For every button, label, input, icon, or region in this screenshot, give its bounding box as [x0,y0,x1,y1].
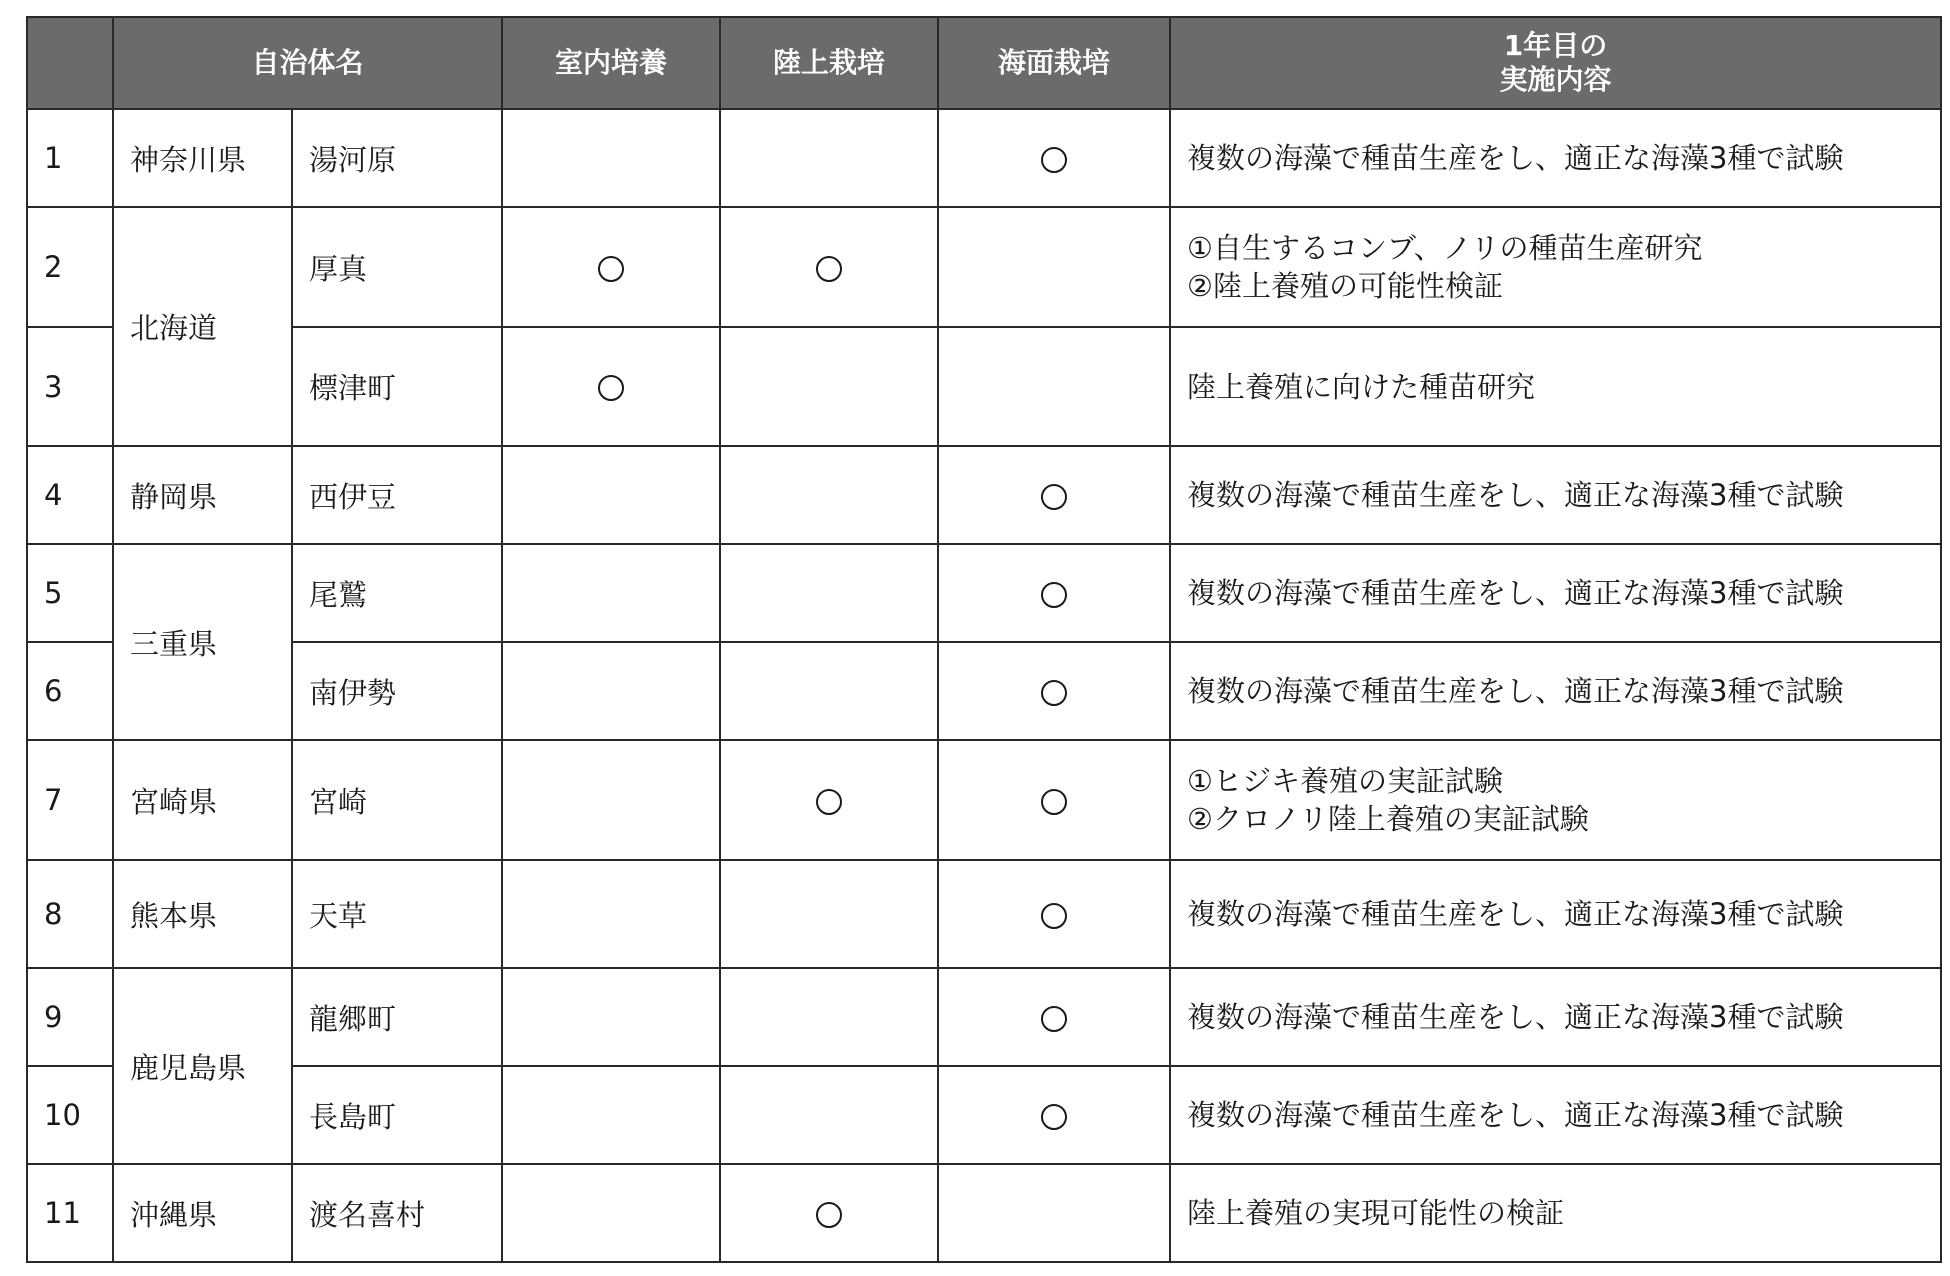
municipality-cell: 湯河原 [292,109,502,207]
circle-mark-icon [1041,903,1067,929]
circle-mark-icon [1041,1104,1067,1130]
circle-mark-icon [1041,1006,1067,1032]
plan-cell [1170,740,1941,860]
municipality-cell: 龍郷町 [292,968,502,1066]
plan-line: ①自生するコンブ、ノリの種苗生産研究 [1187,231,1703,265]
table-row [27,327,1941,446]
land-mark-cell [720,544,938,642]
land-mark-cell [720,1066,938,1164]
indoor-mark-cell [502,207,720,327]
header-row [27,17,1941,109]
sea-mark-cell [938,544,1170,642]
land-mark-cell [720,1164,938,1262]
land-mark-cell [720,109,938,207]
circle-mark-icon [816,256,842,282]
plan-line: 複数の海藻で種苗生産をし、適正な海藻3種で試験 [1187,897,1844,931]
plan-line: 複数の海藻で種苗生産をし、適正な海藻3種で試験 [1187,141,1844,175]
municipality-cell: 天草 [292,860,502,968]
sea-mark-cell [938,1066,1170,1164]
prefecture-cell: 北海道 [113,207,292,446]
header-municipality: 自治体名 [113,17,502,109]
indoor-mark-cell [502,740,720,860]
prefecture-cell: 鹿児島県 [113,968,292,1164]
sea-mark-cell [938,207,1170,327]
circle-mark-icon [816,789,842,815]
circle-mark-icon [1041,582,1067,608]
indoor-mark-cell [502,1164,720,1262]
circle-mark-icon [1041,789,1067,815]
plan-cell [1170,544,1941,642]
prefecture-cell: 沖縄県 [113,1164,292,1262]
sea-mark-cell [938,327,1170,446]
municipality-cell: 尾鷲 [292,544,502,642]
table-row [27,642,1941,740]
indoor-mark-cell [502,544,720,642]
table-row [27,1066,1941,1164]
plan-line: ①ヒジキ養殖の実証試験 [1187,764,1504,798]
row-number: 11 [27,1164,113,1262]
municipality-cell: 長島町 [292,1066,502,1164]
plan-line: 複数の海藻で種苗生産をし、適正な海藻3種で試験 [1187,478,1844,512]
plan-line: 陸上養殖に向けた種苗研究 [1187,369,1536,404]
indoor-mark-cell [502,109,720,207]
prefecture-cell: 静岡県 [113,446,292,544]
plan-line: 複数の海藻で種苗生産をし、適正な海藻3種で試験 [1187,576,1844,610]
table-row [27,207,1941,327]
table-row [27,1164,1941,1262]
header-sea-cultivation: 海面栽培 [938,17,1170,109]
prefecture-cell: 神奈川県 [113,109,292,207]
row-number: 6 [27,642,113,740]
sea-mark-cell [938,860,1170,968]
header-land-cultivation: 陸上栽培 [720,17,938,109]
row-number: 2 [27,207,113,327]
indoor-mark-cell [502,642,720,740]
circle-mark-icon [1041,484,1067,510]
circle-mark-icon [598,375,624,401]
plan-line: 複数の海藻で種苗生産をし、適正な海藻3種で試験 [1187,1098,1844,1132]
municipality-cell: 西伊豆 [292,446,502,544]
sea-mark-cell [938,968,1170,1066]
land-mark-cell [720,207,938,327]
circle-mark-icon [816,1202,842,1228]
plan-cell [1170,968,1941,1066]
municipality-cell: 厚真 [292,207,502,327]
municipality-seaweed-table [26,16,1942,1263]
header-no [27,17,113,109]
prefecture-cell: 三重県 [113,544,292,740]
table-row [27,109,1941,207]
prefecture-cell: 熊本県 [113,860,292,968]
header-plan-line1: 1年目の [1503,29,1608,62]
circle-mark-icon [1041,680,1067,706]
plan-cell [1170,109,1941,207]
circle-mark-icon [598,256,624,282]
row-number: 5 [27,544,113,642]
municipality-cell: 標津町 [292,327,502,446]
sea-mark-cell [938,446,1170,544]
plan-cell [1170,446,1941,544]
row-number: 4 [27,446,113,544]
municipality-cell: 宮崎 [292,740,502,860]
plan-cell [1170,327,1941,446]
plan-cell [1170,642,1941,740]
indoor-mark-cell [502,968,720,1066]
table-row [27,446,1941,544]
land-mark-cell [720,327,938,446]
land-mark-cell [720,860,938,968]
plan-cell [1170,860,1941,968]
header-plan-line2: 実施内容 [1499,63,1612,96]
land-mark-cell [720,968,938,1066]
sea-mark-cell [938,109,1170,207]
prefecture-cell: 宮崎県 [113,740,292,860]
plan-line: ②陸上養殖の可能性検証 [1187,269,1504,303]
plan-line: ②クロノリ陸上養殖の実証試験 [1187,802,1589,836]
indoor-mark-cell [502,860,720,968]
sea-mark-cell [938,740,1170,860]
row-number: 1 [27,109,113,207]
table-row [27,860,1941,968]
plan-cell [1170,1164,1941,1262]
sea-mark-cell [938,1164,1170,1262]
plan-cell [1170,1066,1941,1164]
municipality-cell: 渡名喜村 [292,1164,502,1262]
row-number: 7 [27,740,113,860]
circle-mark-icon [1041,147,1067,173]
indoor-mark-cell [502,1066,720,1164]
header-indoor-culture: 室内培養 [502,17,720,109]
sea-mark-cell [938,642,1170,740]
table-body [27,109,1941,1262]
municipality-cell: 南伊勢 [292,642,502,740]
indoor-mark-cell [502,327,720,446]
plan-line: 複数の海藻で種苗生産をし、適正な海藻3種で試験 [1187,674,1844,708]
header-first-year-plan [1170,17,1941,109]
table-row [27,544,1941,642]
land-mark-cell [720,642,938,740]
table-row [27,968,1941,1066]
indoor-mark-cell [502,446,720,544]
row-number: 10 [27,1066,113,1164]
land-mark-cell [720,740,938,860]
row-number: 8 [27,860,113,968]
plan-cell [1170,207,1941,327]
table-row [27,740,1941,860]
land-mark-cell [720,446,938,544]
plan-line: 複数の海藻で種苗生産をし、適正な海藻3種で試験 [1187,1000,1844,1034]
plan-line: 陸上養殖の実現可能性の検証 [1187,1196,1565,1230]
row-number: 3 [27,327,113,446]
row-number: 9 [27,968,113,1066]
